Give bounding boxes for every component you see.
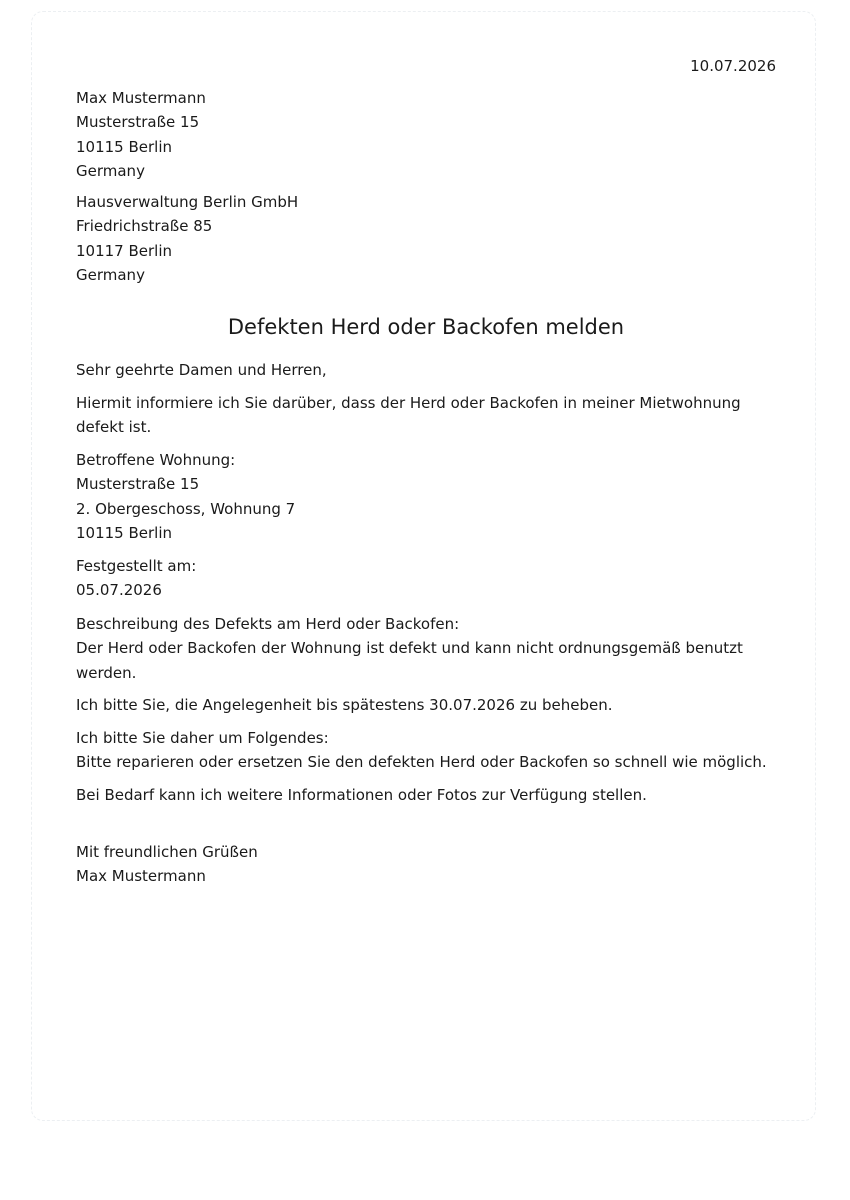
intro-paragraph — [76, 391, 776, 440]
recipient-address — [76, 190, 776, 288]
closing-text: Mit freundlichen Grüßen — [76, 843, 258, 861]
recipient-street: Friedrichstraße 85 — [76, 217, 213, 236]
recipient-name: Hausverwaltung Berlin GmbH — [76, 193, 299, 211]
apartment-street: Musterstraße 15 — [76, 475, 200, 494]
intro-text: Hiermit informiere ich Sie darüber, dass der Herd oder Backofen in meiner Mietwohnung defekt ist. — [76, 394, 741, 437]
sender-city: 10115 Berlin — [76, 137, 173, 156]
description-section — [76, 612, 776, 685]
description-label: Beschreibung des Defekts am Herd oder Backofen: — [76, 615, 460, 633]
recipient-country: Germany — [76, 266, 145, 285]
description-text: Der Herd oder Backofen der Wohnung ist defekt und kann nicht ordnungsgemäß benutzt werden. — [76, 639, 743, 682]
detected-date: 05.07.2026 — [76, 581, 162, 600]
signature-name: Max Mustermann — [76, 867, 206, 886]
apartment-section — [76, 448, 776, 546]
sender-address — [76, 86, 776, 184]
apartment-city: 10115 Berlin — [76, 524, 173, 543]
sender-name: Max Mustermann — [76, 89, 206, 107]
letter-subject: Defekten Herd oder Backofen melden — [227, 315, 625, 339]
apartment-floor: 2. Obergeschoss, Wohnung 7 — [76, 499, 296, 518]
detected-label: Festgestellt am: — [76, 557, 197, 575]
recipient-city: 10117 Berlin — [76, 241, 173, 260]
deadline-paragraph: Ich bitte Sie, die Angelegenheit bis spätestens 30.07.2026 zu beheben. — [76, 696, 613, 714]
detected-section — [76, 554, 776, 603]
offer-paragraph: Bei Bedarf kann ich weitere Informationen oder Fotos zur Verfügung stellen. — [76, 786, 647, 804]
request-section — [76, 726, 776, 775]
sender-street: Musterstraße 15 — [76, 113, 200, 132]
request-text: Bitte reparieren oder ersetzen Sie den defekten Herd oder Backofen so schnell wie möglich. — [76, 753, 767, 772]
closing-section — [76, 840, 776, 889]
sender-country: Germany — [76, 162, 145, 181]
request-label: Ich bitte Sie daher um Folgendes: — [76, 729, 329, 747]
salutation: Sehr geehrte Damen und Herren, — [76, 361, 327, 379]
apartment-label: Betroffene Wohnung: — [76, 451, 236, 469]
letter-date: 10.07.2026 — [690, 57, 776, 75]
